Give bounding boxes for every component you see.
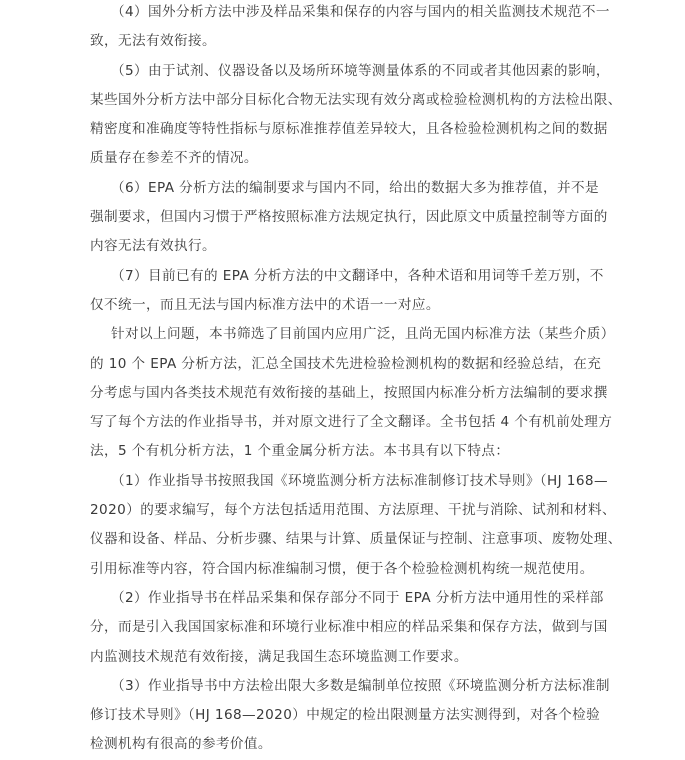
text-line: 2020）的要求编写，每个方法包括适用范围、方法原理、干扰与消除、试剂和材料、 <box>90 502 616 519</box>
paragraph-item-7 <box>90 262 607 321</box>
paragraph-item-6 <box>90 174 607 262</box>
text-line: 引用标准等内容，符合国内标准编制习惯，便于各个检验检测机构统一规范使用。 <box>90 560 594 577</box>
text-line: 分，而是引入我国国家标准和环境行业标准中相应的样品采集和保存方法，做到与国 <box>90 619 608 636</box>
text-line: 写了每个方法的作业指导书，并对原文进行了全文翻译。全书包括 4 个有机前处理方 <box>90 414 613 431</box>
text-line: 精密度和准确度等特性指标与原标准推荐值差异较大，且各检验检测机构之间的数据 <box>90 121 608 138</box>
text-line: 某些国外分析方法中部分目标化合物无法实现有效分离或检验检测机构的方法检出限、 <box>90 91 622 108</box>
text-line: 修订技术导则》（HJ 168—2020）中规定的检出限测量方法实测得到，对各个检验 <box>90 707 601 724</box>
text-line: 仪器和设备、样品、分析步骤、结果与计算、质量保证与控制、注意事项、废物处理、 <box>90 531 622 548</box>
text-line: 内容无法有效执行。 <box>90 238 216 255</box>
text-line: 质量存在参差不齐的情况。 <box>90 150 258 167</box>
text-line: 致，无法有效衔接。 <box>90 33 216 50</box>
text-line: （1）作业指导书按照我国《环境监测分析方法标准制修订技术导则》（HJ 168— <box>111 472 608 489</box>
text-line: 内监测技术规范有效衔接，满足我国生态环境监测工作要求。 <box>90 648 468 665</box>
text-line: （3）作业指导书中方法检出限大多数是编制单位按照《环境监测分析方法标准制 <box>111 677 610 694</box>
paragraph-item-4 <box>90 0 610 57</box>
text-line: （4）国外分析方法中涉及样品采集和保存的内容与国内的相关监测技术规范不一 <box>111 4 610 20</box>
text-line: 检测机构有很高的参考价值。 <box>90 736 272 753</box>
feature-paragraph-3 <box>90 672 610 760</box>
text-line: （2）作业指导书在样品采集和保存部分不同于 EPA 分析方法中通用性的采样部 <box>111 589 604 606</box>
feature-paragraph-2 <box>90 584 607 672</box>
paragraph-item-5 <box>90 57 622 174</box>
text-line: 的 10 个 EPA 分析方法，汇总全国技术先进检验检测机构的数据和经验总结，在充 <box>90 355 602 372</box>
text-line: （7）目前已有的 EPA 分析方法的中文翻译中，各种术语和用词等千差万别，不 <box>111 267 604 284</box>
text-line: （5）由于试剂、仪器设备以及场所环境等测量体系的不同或者其他因素的影响， <box>111 62 610 79</box>
text-line: 分考虑与国内各类技术规范有效衔接的基础上，按照国内标准分析方法编制的要求撰 <box>90 384 608 401</box>
text-line: （6）EPA 分析方法的编制要求与国内不同，给出的数据大多为推荐值，并不是 <box>111 179 599 196</box>
feature-paragraph-1 <box>90 467 622 584</box>
text-line: 针对以上问题，本书筛选了目前国内应用广泛，且尚无国内标准方法（某些介质） <box>111 326 615 343</box>
text-line: 法，5 个有机分析方法，1 个重金属分析方法。本书具有以下特点： <box>90 443 510 460</box>
text-line: 仅不统一，而且无法与国内标准方法中的术语一一对应。 <box>90 296 440 313</box>
intro-paragraph <box>90 320 615 466</box>
text-line: 强制要求，但国内习惯于严格按照标准方法规定执行，因此原文中质量控制等方面的 <box>90 209 608 226</box>
